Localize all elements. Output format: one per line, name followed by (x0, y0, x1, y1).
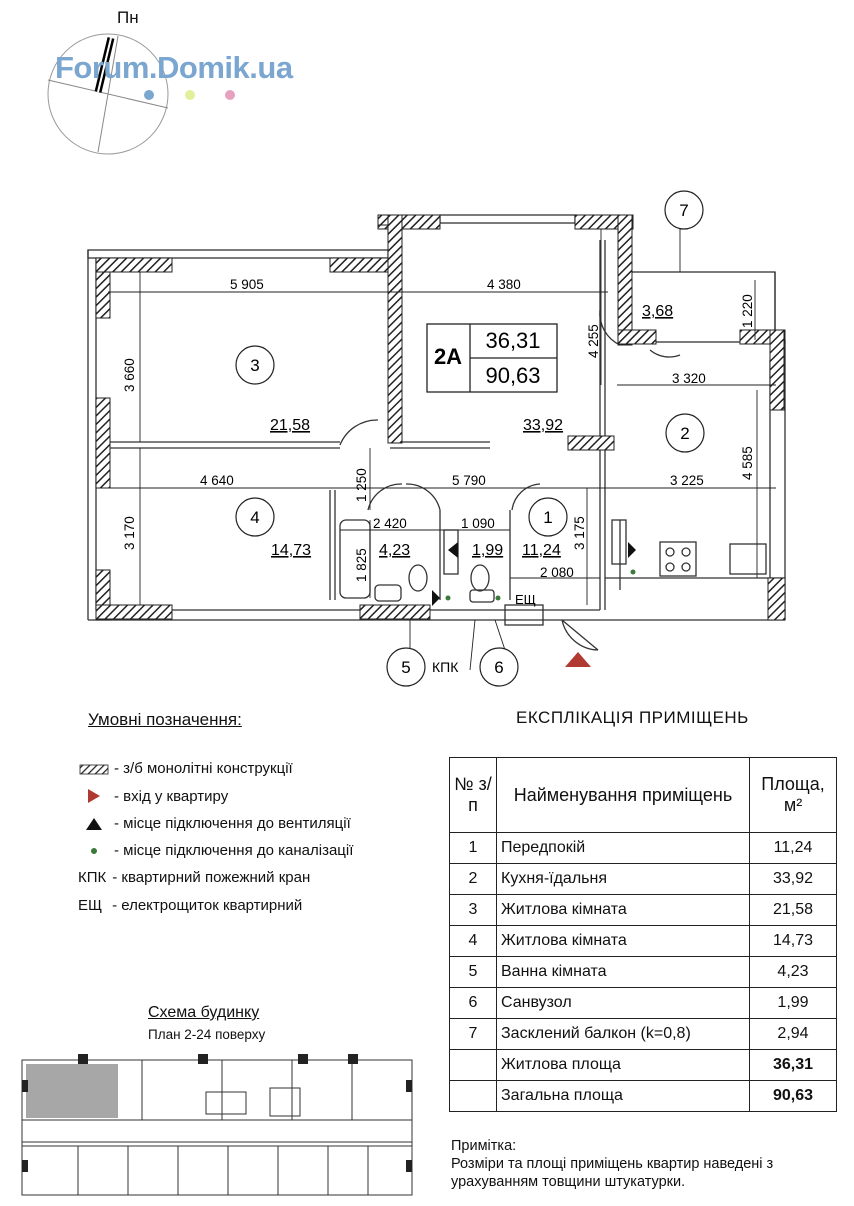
row-area: 14,73 (750, 926, 837, 957)
dim-5905: 5 905 (230, 277, 264, 292)
dim-2080: 2 080 (540, 565, 574, 580)
room-marker-6: 6 (494, 658, 504, 677)
row-name: Кухня-їдальня (497, 864, 750, 895)
note-title: Примітка: (451, 1138, 517, 1154)
row-name: Ванна кімната (497, 957, 750, 988)
total-area: 36,31 (750, 1050, 837, 1081)
row-name: Передпокій (497, 833, 750, 864)
note-line-2: урахуванням товщини штукатурки. (451, 1174, 686, 1190)
legend-text-esch: - електрощиток квартирний (112, 897, 303, 914)
note-line-1: Розміри та площі приміщень квартир наведені з (451, 1156, 774, 1172)
legend-text-entrance: - вхід у квартиру (114, 787, 229, 805)
vent-icon (78, 816, 114, 832)
scheme-title: Схема будинку (148, 1004, 260, 1021)
room-marker-1: 1 (543, 508, 553, 527)
building-scheme (18, 1050, 418, 1200)
entrance-marker-icon (565, 652, 591, 667)
table-header-row (450, 758, 837, 833)
scheme-subtitle: План 2-24 поверху (148, 1027, 266, 1042)
legend-item-vent (78, 815, 351, 832)
dim-4255: 4 255 (586, 324, 601, 358)
room-area-6: 1,99 (472, 542, 504, 559)
note (451, 1137, 773, 1191)
table-row (450, 833, 837, 864)
hatch-icon (78, 762, 114, 776)
room-marker-2: 2 (680, 424, 690, 443)
row-name: Засклений балкон (k=0,8) (497, 1019, 750, 1050)
row-num: 2 (450, 864, 497, 895)
entrance-icon (78, 787, 114, 805)
dim-3175: 3 175 (572, 516, 587, 550)
legend-symbol-esch: ЕЩ (78, 897, 103, 914)
legend-item-esch (78, 897, 302, 914)
dim-5790: 5 790 (452, 473, 486, 488)
sewer-icon (78, 843, 114, 859)
explication-table (449, 757, 837, 1112)
dim-1090: 1 090 (461, 516, 495, 531)
apartment-living-area: 36,31 (485, 328, 541, 353)
header-name: Найменування приміщень (497, 758, 750, 833)
room-area-4: 14,73 (271, 542, 312, 559)
room-marker-7: 7 (679, 201, 689, 220)
apartment-total-area: 90,63 (485, 363, 541, 388)
brand-watermark: Forum.Domik.ua (55, 50, 293, 85)
legend-item-hatch (78, 760, 293, 777)
table-row (450, 1019, 837, 1050)
legend-text-vent: - місце підключення до вентиляції (114, 815, 351, 832)
total-row-overall (450, 1081, 837, 1112)
floor-plan (0, 180, 854, 690)
table-row (450, 864, 837, 895)
legend-text-sewer: - місце підключення до каналізації (114, 842, 354, 859)
row-area: 11,24 (750, 833, 837, 864)
room-marker-4: 4 (250, 508, 260, 527)
room-area-7: 3,68 (642, 303, 674, 320)
dim-1825: 1 825 (354, 548, 369, 582)
dim-3225: 3 225 (670, 473, 704, 488)
room-area-5: 4,23 (379, 542, 411, 559)
kpk-label: КПК (432, 659, 459, 675)
total-name: Житлова площа (497, 1050, 750, 1081)
table-row (450, 895, 837, 926)
room-area-2: 33,92 (523, 417, 564, 434)
row-num: 6 (450, 988, 497, 1019)
legend-item-sewer (78, 842, 353, 859)
legend-text-hatch: - з/б монолітні конструкції (114, 760, 293, 777)
legend-item-kpk (78, 869, 310, 886)
dim-4380: 4 380 (487, 277, 521, 292)
room-marker-3: 3 (250, 356, 260, 375)
row-num: 5 (450, 957, 497, 988)
dim-1250: 1 250 (354, 468, 369, 502)
dim-3320: 3 320 (672, 371, 706, 386)
dim-3660: 3 660 (122, 358, 137, 392)
row-name: Санвузол (497, 988, 750, 1019)
dim-3170: 3 170 (122, 516, 137, 550)
row-num: 7 (450, 1019, 497, 1050)
explication-title: ЕКСПЛІКАЦІЯ ПРИМІЩЕНЬ (516, 708, 749, 727)
total-area: 90,63 (750, 1081, 837, 1112)
brand-dots (140, 88, 240, 102)
table-row (450, 988, 837, 1019)
row-area: 4,23 (750, 957, 837, 988)
room-area-3: 21,58 (270, 417, 311, 434)
table-row (450, 957, 837, 988)
row-num: 1 (450, 833, 497, 864)
row-num: 4 (450, 926, 497, 957)
row-area: 2,94 (750, 1019, 837, 1050)
room-marker-5: 5 (401, 658, 411, 677)
row-name: Житлова кімната (497, 926, 750, 957)
total-row-living (450, 1050, 837, 1081)
dim-4585: 4 585 (740, 446, 755, 480)
header-num: № з/п (450, 758, 497, 833)
row-area: 21,58 (750, 895, 837, 926)
row-name: Житлова кімната (497, 895, 750, 926)
dim-2420: 2 420 (373, 516, 407, 531)
row-area: 1,99 (750, 988, 837, 1019)
legend-symbol-kpk: КПК (78, 869, 107, 886)
apartment-type: 2А (433, 344, 463, 369)
esch-label: ЕЩ (515, 592, 536, 607)
dim-1220: 1 220 (740, 294, 755, 328)
total-name: Загальна площа (497, 1081, 750, 1112)
legend-title: Умовні позначення: (88, 710, 242, 729)
row-num: 3 (450, 895, 497, 926)
table-row (450, 926, 837, 957)
header-area: Площа, м² (750, 758, 837, 833)
legend-text-kpk: - квартирний пожежний кран (112, 869, 311, 886)
row-area: 33,92 (750, 864, 837, 895)
room-area-1: 11,24 (522, 542, 561, 559)
dim-4640: 4 640 (200, 473, 234, 488)
north-label: Пн (117, 8, 139, 27)
legend-item-entrance (78, 787, 228, 805)
